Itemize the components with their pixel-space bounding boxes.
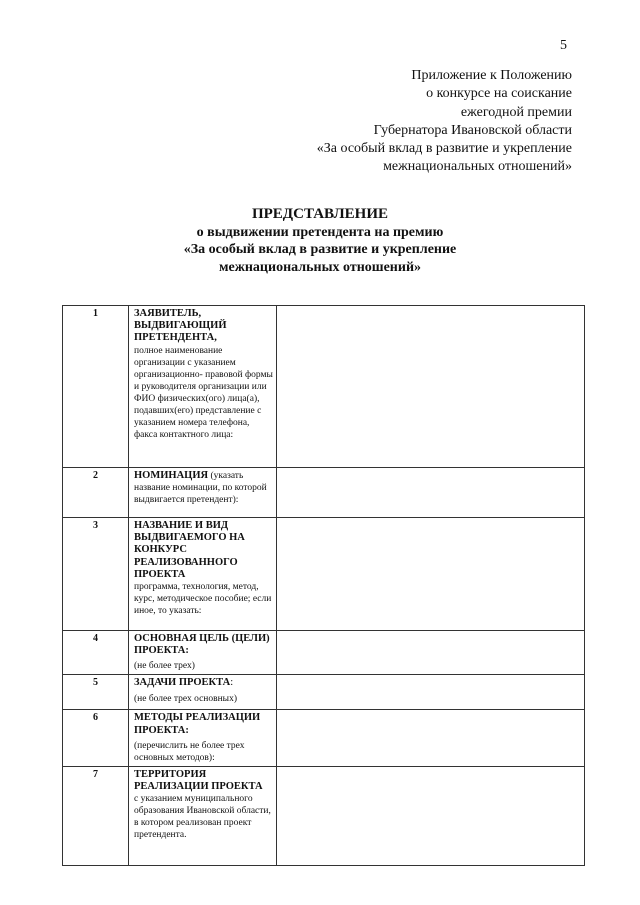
appendix-line: межнациональных отношений» <box>383 159 572 175</box>
appendix-line: ежегодной премии <box>460 104 572 120</box>
row-title: ОСНОВНАЯ ЦЕЛЬ (ЦЕЛИ) ПРОЕКТА: <box>134 633 270 657</box>
appendix-line: Приложение к Положению <box>411 68 572 83</box>
row-note: (не более трех) <box>134 661 195 672</box>
row-note: программа, технология, метод, курс, методическое пособие; если иное, то указать: <box>134 582 272 617</box>
appendix-note <box>272 67 572 177</box>
row-title-suffix: : <box>230 677 234 689</box>
appendix-line: «За особый вклад в развитие и укрепление <box>316 141 572 157</box>
row-number: 6 <box>63 710 129 766</box>
row-note: с указанием муниципального образования Ивановской области, в котором реализован проект претендента. <box>134 794 271 841</box>
row-note: (перечислить не более трех основных методов): <box>134 740 245 763</box>
table-row <box>63 675 585 710</box>
row-note: (не более трех основных) <box>134 693 237 704</box>
row-description <box>129 518 277 631</box>
row-title: ЗАДАЧИ ПРОЕКТА <box>134 677 231 689</box>
heading-line: межнациональных отношений» <box>218 259 422 275</box>
row-title: МЕТОДЫ РЕАЛИЗАЦИИ ПРОЕКТА: <box>134 712 261 736</box>
heading-line: о выдвижении претендента на премию <box>196 224 444 240</box>
row-title: НОМИНАЦИЯ <box>134 470 209 481</box>
row-description <box>129 675 277 710</box>
row-description <box>129 631 277 675</box>
row-title: НАЗВАНИЕ И ВИД ВЫДВИГАЕМОГО НА КОНКУРС РЕАЛИЗОВАННОГО ПРОЕКТА <box>134 520 245 580</box>
table-row <box>63 468 585 518</box>
row-value-field[interactable] <box>277 675 585 710</box>
document-heading <box>40 206 600 276</box>
appendix-line: Губернатора Ивановской области <box>373 122 572 138</box>
row-title: ЗАЯВИТЕЛЬ, ВЫДВИГАЮЩИЙ ПРЕТЕНДЕНТА, <box>134 308 227 344</box>
table-row <box>63 306 585 468</box>
row-number: 3 <box>63 518 129 631</box>
table-row <box>63 631 585 675</box>
heading-line: «За особый вклад в развитие и укрепление <box>183 242 457 257</box>
row-value-field[interactable] <box>277 710 585 766</box>
row-value-field[interactable] <box>277 631 585 675</box>
row-number: 2 <box>63 468 129 518</box>
row-number: 7 <box>63 766 129 865</box>
document-title: ПРЕДСТАВЛЕНИЕ <box>251 206 389 222</box>
row-number: 5 <box>63 675 129 710</box>
row-description <box>129 710 277 766</box>
row-value-field[interactable] <box>277 306 585 468</box>
row-number: 4 <box>63 631 129 675</box>
table-row <box>63 518 585 631</box>
row-number: 1 <box>63 306 129 468</box>
page-number: 5 <box>560 38 567 53</box>
row-note: (указать название номинации, по которой выдвигается претендент): <box>134 471 267 506</box>
row-title: ТЕРРИТОРИЯ РЕАЛИЗАЦИИ ПРОЕКТА <box>134 768 263 793</box>
row-description <box>129 306 277 468</box>
row-value-field[interactable] <box>277 518 585 631</box>
row-description <box>129 468 277 518</box>
nomination-form-table <box>62 305 585 866</box>
row-note: полное наименование организации с указанием организационно- правовой формы и руководителя организации или ФИО физических(ого) лица(а), подавших(его) представление с указанием номера телефона, факса контактного лица: <box>134 345 273 440</box>
row-description <box>129 766 277 865</box>
table-row <box>63 710 585 766</box>
row-value-field[interactable] <box>277 766 585 865</box>
appendix-line: о конкурсе на соискание <box>426 86 572 102</box>
table-row <box>63 766 585 865</box>
row-value-field[interactable] <box>277 468 585 518</box>
